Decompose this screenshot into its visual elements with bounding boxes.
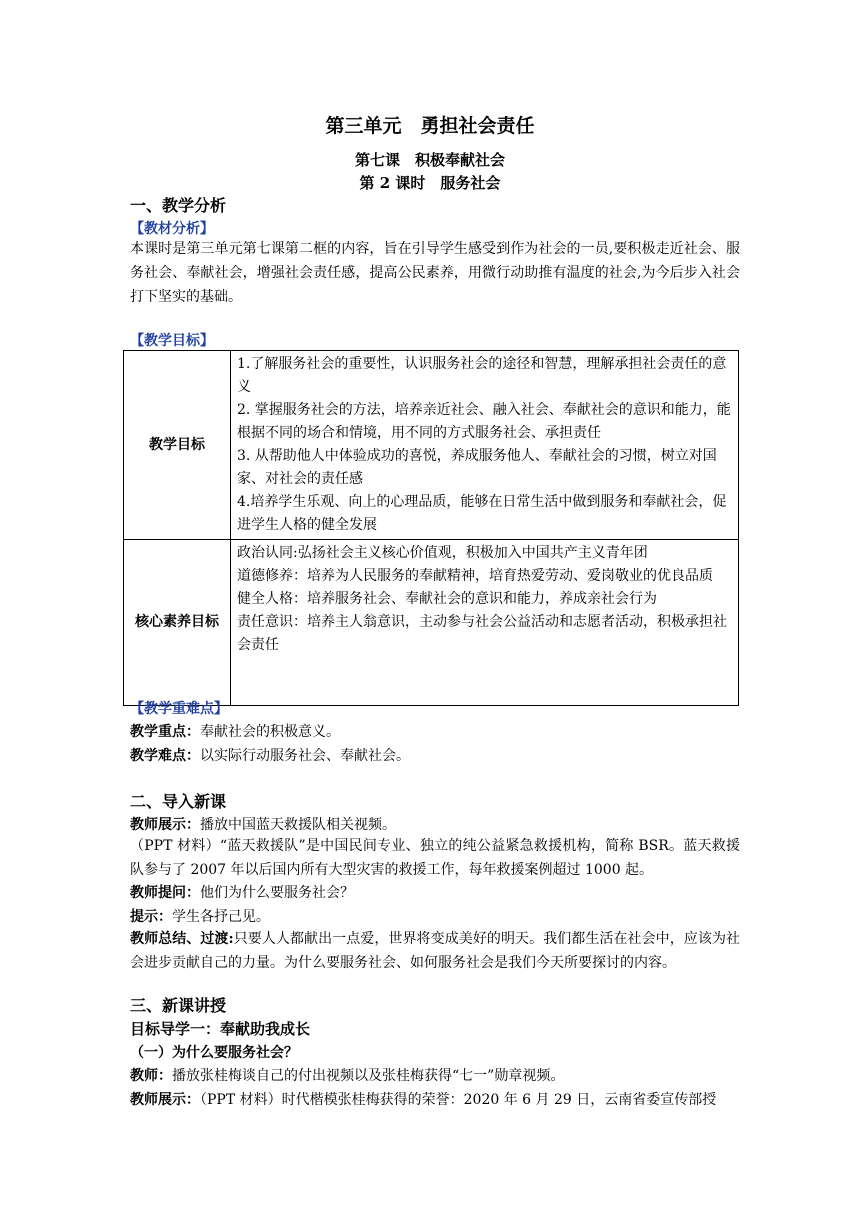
period-title: 第 2 课时 服务社会 — [359, 174, 501, 192]
goals-label-cell: 教学目标 — [124, 351, 231, 540]
sub-question-heading: （一）为什么要服务社会？ — [130, 1045, 298, 1061]
literacy-line: 道德修养：培养为人民服务的奉献精神，培育热爱劳动、爱岗敬业的优良品质 — [237, 568, 713, 584]
teacher-question-text: 他们为什么要服务社会？ — [200, 885, 354, 901]
teacher-line — [130, 1066, 564, 1086]
hint-label: 提示： — [130, 909, 172, 925]
key-point-label: 教学重点： — [130, 724, 200, 740]
teacher-summary-label: 教师总结、过渡: — [130, 931, 234, 947]
difficult-point-text: 以实际行动服务社会、奉献社会。 — [200, 748, 410, 764]
goals-table — [123, 350, 739, 706]
key-point-text: 奉献社会的积极意义。 — [200, 724, 340, 740]
keypoints-tag: 【教学重难点】 — [130, 701, 228, 717]
goal-line: 3. 从帮助他人中体验成功的喜悦，养成服务他人、奉献社会的习惯，树立对国家、对社会的责任感 — [237, 448, 717, 487]
teacher-show-line — [130, 815, 396, 835]
teacher-show-text: 播放中国蓝天救援队相关视频。 — [200, 817, 396, 833]
key-point-line — [130, 722, 340, 742]
teacher-show2-label: 教师展示： — [130, 1092, 200, 1108]
teacher-question-line — [130, 883, 354, 903]
analysis-tag: 【教材分析】 — [130, 221, 214, 237]
teacher-show2-text: （PPT 材料）时代楷模张桂梅获得的荣誉：2020 年 6 月 29 日，云南省委宣传部授 — [200, 1092, 717, 1108]
goals-tag: 【教学目标】 — [130, 333, 214, 349]
section1-heading: 一、教学分析 — [130, 196, 227, 215]
difficult-point-label: 教学难点： — [130, 748, 200, 764]
material-text: （PPT 材料）“蓝天救援队”是中国民间专业、独立的纯公益紧急救援机构，简称 BSR。蓝天救援队参与了 2007 年以后国内所有大型灾害的救援工作，每年救援案例超过 1000 起。 — [130, 838, 740, 878]
unit-title: 第三单元 勇担社会责任 — [325, 115, 535, 137]
lesson-title: 第七课 积极奉献社会 — [354, 151, 505, 169]
literacy-line: 政治认同:弘扬社会主义核心价值观，积极加入中国共产主义青年团 — [237, 545, 648, 561]
teacher-text: 播放张桂梅谈自己的付出视频以及张桂梅获得“七一”勋章视频。 — [172, 1068, 565, 1084]
core-literacy-content-cell — [231, 540, 739, 706]
teacher-show-label: 教师展示： — [130, 817, 200, 833]
goals-content-cell — [231, 351, 739, 540]
goal-line: 2. 掌握服务社会的方法，培养亲近社会、融入社会、奉献社会的意识和能力，能根据不同的场合和情境，用不同的方式服务社会、承担责任 — [237, 402, 731, 441]
hint-line — [130, 907, 270, 927]
teacher-label: 教师： — [130, 1068, 172, 1084]
difficult-point-line — [130, 746, 410, 766]
goal-line: 4.培养学生乐观、向上的心理品质，能够在日常生活中做到服务和奉献社会，促进学生人格的健全发展 — [237, 494, 727, 533]
hint-text: 学生各抒己见。 — [172, 909, 270, 925]
goal-guide-heading: 目标导学一：奉献助我成长 — [130, 1020, 311, 1038]
literacy-line: 健全人格：培养服务社会、奉献社会的意识和能力，养成亲社会行为 — [237, 591, 657, 607]
goal-line: 1.了解服务社会的重要性，认识服务社会的途径和智慧，理解承担社会责任的意义 — [237, 356, 727, 395]
table-row — [124, 540, 739, 706]
table-row — [124, 351, 739, 540]
teacher-summary — [130, 927, 740, 975]
analysis-text: 本课时是第三单元第七课第二框的内容，旨在引导学生感受到作为社会的一员,要积极走近社会、服务社会、奉献社会，增强社会责任感，提高公民素养，用微行动助推有温度的社会,为今后步入社会打下坚实的基础。 — [130, 241, 740, 305]
section2-heading: 二、导入新课 — [130, 792, 227, 811]
teacher-summary-text: 只要人人都献出一点爱，世界将变成美好的明天。我们都生活在社会中，应该为社会进步贡献自己的力量。为什么要服务社会、如何服务社会是我们今天所要探讨的内容。 — [130, 931, 741, 971]
literacy-line: 责任意识：培养主人翁意识，主动参与社会公益活动和志愿者活动，积极承担社会责任 — [237, 614, 727, 653]
teacher-show2-line — [130, 1090, 716, 1110]
core-literacy-label-cell: 核心素养目标 — [124, 540, 231, 706]
teacher-question-label: 教师提问： — [130, 885, 200, 901]
section3-heading: 三、新课讲授 — [130, 996, 227, 1015]
